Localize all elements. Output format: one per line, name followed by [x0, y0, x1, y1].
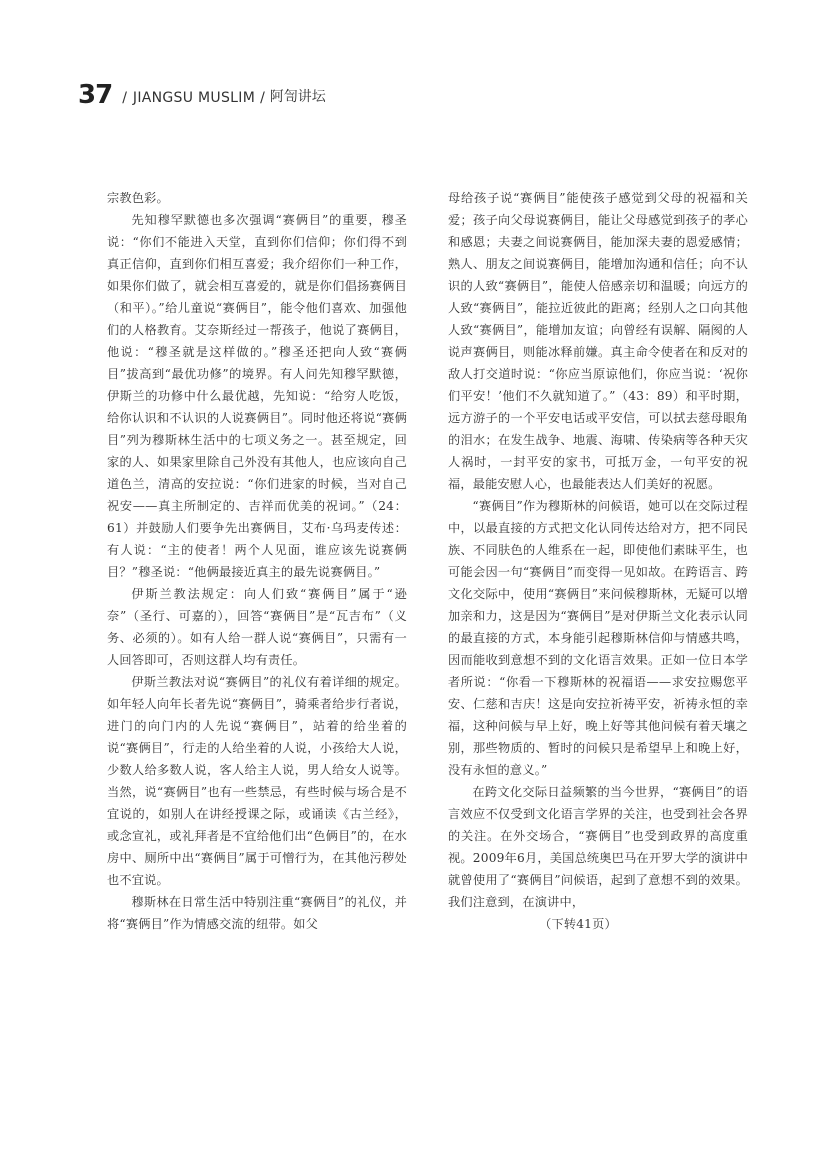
paragraph: 母给孩子说“赛俩目”能使孩子感觉到父母的祝福和关爱；孩子向父母说赛俩目，能让父母感觉到孩子的孝心和感恩；夫妻之间说赛俩目，能加深夫妻的恩爱感情；熟人、朋友之间说赛俩目，能增加沟通和信任；向不认识的人致“赛俩目”，能使人倍感亲切和温暖；向远方的人致“赛俩目”，能拉近彼此的距离；经别人之口向其他人致“赛俩目”，能增加友谊；向曾经有误解、隔阂的人说声赛俩目，则能冰释前嫌。真主命令使者在和反对的敌人打交道时说：“你应当原谅他们，你应当说：‘祝你们平安！’他们不久就知道了。”（43：89）和平时期，远方游子的一个平安电话或平安信，可以拭去慈母眼角的泪水；在发生战争、地震、海啸、传染病等各种天灾人祸时，一封平安的家书，可抵万金，一句平安的祝福，最能安慰人心，也最能表达人们美好的祝愿。	[448, 191, 748, 491]
paragraph: 伊斯兰教法对说“赛俩目”的礼仪有着详细的规定。如年轻人向年长者先说“赛俩目”，骑乘者给步行者说，进门的向门内的人先说“赛俩目”，站着的给坐着的说“赛俩目”，行走的人给坐着的人说，小孩给大人说，少数人给多数人说，客人给主人说，男人给女人说等。当然，说“赛俩目”也有一些禁忌，有些时候与场合是不宜说的，如别人在讲经授课之际，或诵读《古兰经》，或念宣礼，或礼拜者是不宜给他们出“色俩目”的，在水房中、厕所中出“赛俩目”属于可憎行为，在其他污秽处也不宜说。	[107, 675, 407, 887]
paragraph: 伊斯兰教法规定：向人们致“赛俩目”属于“逊奈”（圣行、可嘉的），回答“赛俩目”是“瓦吉布”（义务、必须的）。如有人给一群人说“赛俩目”，只需有一人回答即可，否则这群人均有责任。	[107, 587, 407, 667]
page-number: 37	[78, 80, 113, 110]
page-header	[78, 78, 326, 108]
paragraph: 宗教色彩。	[107, 191, 169, 205]
column-name: 阿訇讲坛	[269, 89, 326, 105]
right-column	[448, 187, 748, 935]
header-separator: /	[122, 90, 127, 106]
paragraph: “赛俩目”作为穆斯林的问候语，她可以在交际过程中，以最直接的方式把文化认同传达给对方，把不同民族、不同肤色的人维系在一起，即使他们素昧平生，也可能会因一句“赛俩目”而变得一见如故。在跨语言、跨文化交际中，使用“赛俩目”来问候穆斯林，无疑可以增加亲和力，这是因为“赛俩目”是对伊斯兰文化表示认同的最直接的方式，本身能引起穆斯林信仰与情感共鸣，因而能收到意想不到的文化语言效果。正如一位日本学者所说：“你看一下穆斯林的祝福语——求安拉赐您平安、仁慈和吉庆！这是向安拉祈祷平安，祈祷永恒的幸福，这种问候与早上好，晚上好等其他问候有着天壤之别，那些物质的、暂时的问候只是希望早上和晚上好，没有永恒的意义。”	[448, 499, 748, 777]
paragraph: 先知穆罕默德也多次强调“赛俩目”的重要，穆圣说：“你们不能进入天堂，直到你们信仰；你们得不到真正信仰，直到你们相互喜爱；我介绍你们一种工作，如果你们做了，就会相互喜爱的，就是你们倡扬赛俩目（和平）。”给儿童说“赛俩目”，能令他们喜欢、加强他们的人格教育。艾奈斯经过一帮孩子，他说了赛俩目，他说：“穆圣就是这样做的。”穆圣还把向人致“赛俩目”拔高到“最优功修”的境界。有人问先知穆罕默德，伊斯兰的功修中什么最优越，先知说：“给穷人吃饭，给你认识和不认识的人说赛俩目”。同时他还将说“赛俩目”列为穆斯林生活中的七项义务之一。甚至规定，回家的人、如果家里除自己外没有其他人，也应该向自己道色兰，清高的安拉说：“你们进家的时候，当对自己祝安——真主所制定的、吉祥而优美的祝词。”（24：61）并鼓励人们要争先出赛俩目，艾布·乌玛麦传述：有人说：“主的使者！两个人见面，谁应该先说赛俩目？”穆圣说：“他俩最接近真主的最先说赛俩目。”	[107, 213, 407, 579]
magazine-name: JIANGSU MUSLIM	[132, 90, 256, 106]
continuation-note: （下转41页）	[539, 917, 617, 931]
header-separator-2: /	[260, 90, 265, 106]
paragraph: 在跨文化交际日益频繁的当今世界，“赛俩目”的语言效应不仅受到文化语言学界的关注，也受到社会各界的关注。在外交场合，“赛俩目”也受到政界的高度重视。2009年6月，美国总统奥巴马在开罗大学的演讲中就曾使用了“赛俩目”问候语，起到了意想不到的效果。我们注意到，在演讲中，	[448, 785, 748, 909]
left-column	[107, 187, 407, 935]
paragraph: 穆斯林在日常生活中特别注重“赛俩目”的礼仪，并将“赛俩目”作为情感交流的纽带。如父	[107, 895, 407, 931]
